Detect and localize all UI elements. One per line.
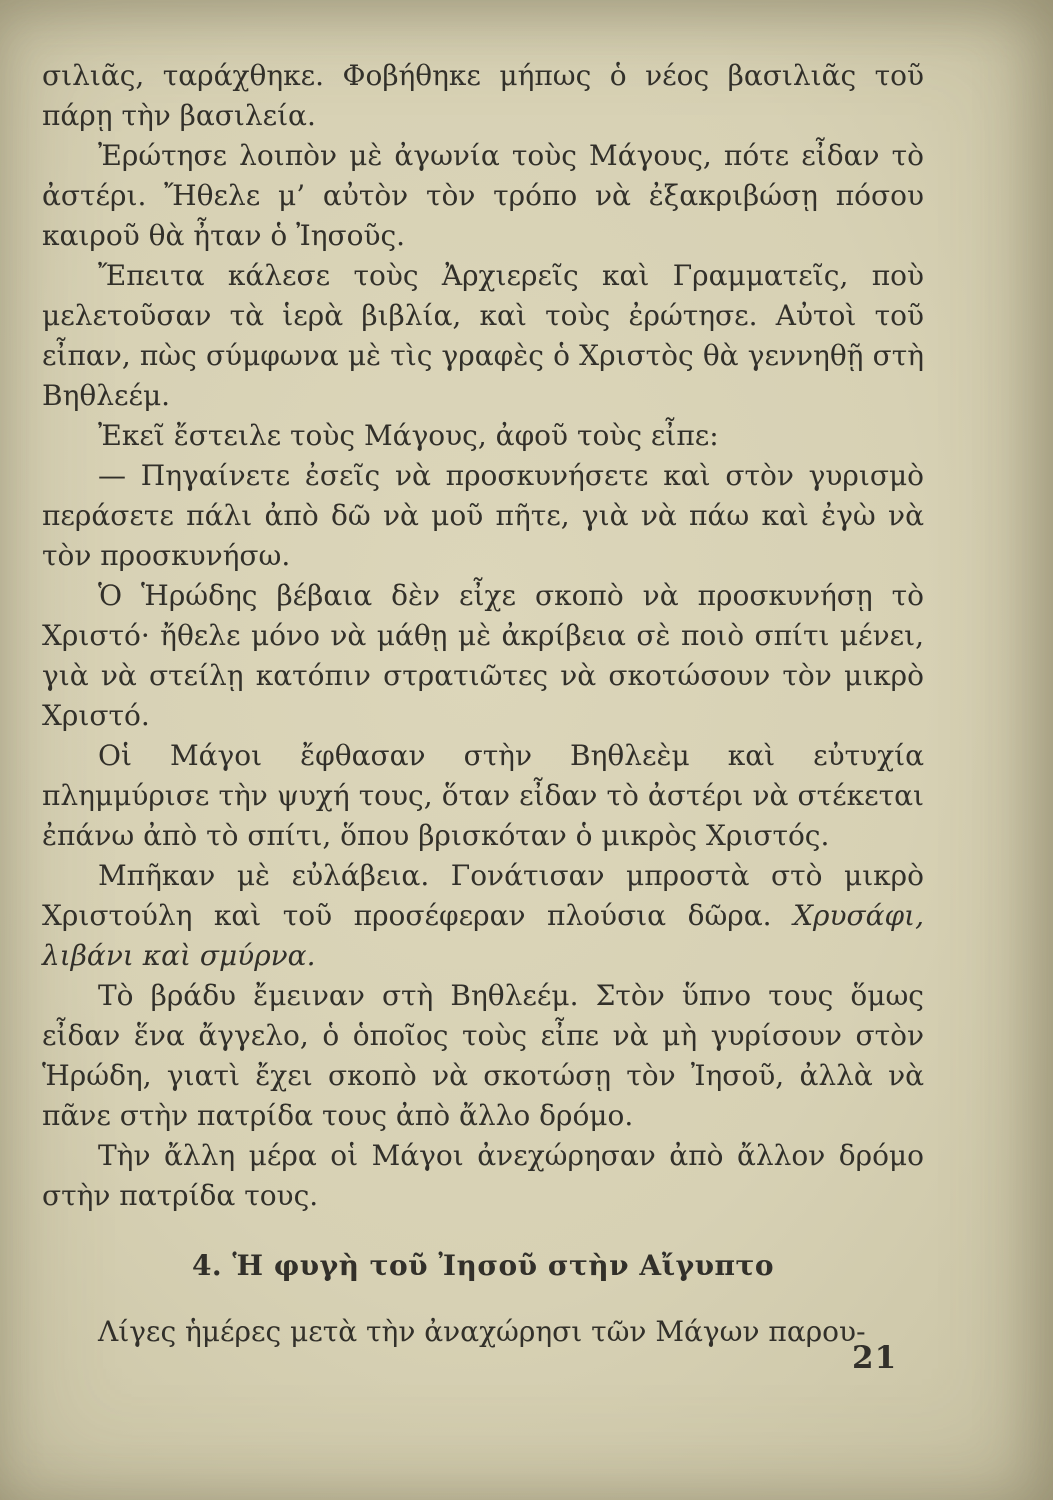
body-paragraph xyxy=(42,456,924,576)
text-segment: Ἔπειτα κάλεσε τοὺς Ἀρχιερεῖς καὶ Γραμματεῖς, ποὺ μελετοῦσαν τὰ ἱερὰ βιβλία, καὶ τοὺς ἐρώτησε. Αὐτοὶ τοῦ εἶπαν, πὼς σύμφωνα μὲ τὶς γραφὲς ὁ Χριστὸς θὰ γεννηθῇ στὴ Βηθλεέμ. xyxy=(42,259,924,412)
body-paragraph xyxy=(42,136,924,256)
body-paragraph xyxy=(42,256,924,416)
text-segment: — Πηγαίνετε ἐσεῖς νὰ προσκυνήσετε καὶ στὸν γυρισμὸ περάσετε πάλι ἀπὸ δῶ νὰ μοῦ πῆτε, γιὰ νὰ πάω καὶ ἐγὼ νὰ τὸν προσκυνήσω. xyxy=(42,459,924,572)
body-paragraph-after-heading: Λίγες ἡμέρες μετὰ τὴν ἀναχώρησι τῶν Μάγων παρου- xyxy=(98,1315,866,1348)
body-paragraph xyxy=(42,1136,924,1216)
body-paragraph xyxy=(42,416,924,456)
text-segment: Ἐρώτησε λοιπὸν μὲ ἀγωνία τοὺς Μάγους, πότε εἶδαν τὸ ἀστέρι. Ἤθελε μ’ αὐτὸν τὸν τρόπο νὰ ἐξακριβώσῃ πόσου καιροῦ θὰ ἦταν ὁ Ἰησοῦς. xyxy=(42,139,924,252)
text-segment: Τὸ βράδυ ἔμειναν στὴ Βηθλεέμ. Στὸν ὕπνο τους ὅμως εἶδαν ἕνα ἄγγελο, ὁ ὁποῖος τοὺς εἶπε νὰ μὴ γυρίσουν στὸν Ἡρώδη, γιατὶ ἔχει σκοπὸ νὰ σκοτώσῃ τὸν Ἰησοῦ, ἀλλὰ νὰ πᾶνε στὴν πατρίδα τους ἀπὸ ἄλλο δρόμο. xyxy=(42,979,924,1132)
body-paragraphs xyxy=(42,56,924,1216)
text-segment: Τὴν ἄλλη μέρα οἱ Μάγοι ἀνεχώρησαν ἀπὸ ἄλλον δρόμο στὴν πατρίδα τους. xyxy=(42,1139,924,1212)
italic-text-segment: Χρυσάφι, λιβάνι καὶ σμύρνα. xyxy=(42,899,924,972)
body-paragraph xyxy=(42,976,924,1136)
text-segment: Ἐκεῖ ἔστειλε τοὺς Μάγους, ἀφοῦ τοὺς εἶπε: xyxy=(98,419,719,452)
body-paragraph xyxy=(42,736,924,856)
section-heading: 4. Ἡ φυγὴ τοῦ Ἰησοῦ στὴν Αἴγυπτο xyxy=(191,1249,775,1282)
body-paragraph xyxy=(42,856,924,976)
body-paragraph xyxy=(42,576,924,736)
text-segment: Ὁ Ἡρώδης βέβαια δὲν εἶχε σκοπὸ νὰ προσκυνήσῃ τὸ Χριστό· ἤθελε μόνο νὰ μάθῃ μὲ ἀκρίβεια σὲ ποιὸ σπίτι μένει, γιὰ νὰ στείλῃ κατόπιν στρατιῶτες νὰ σκοτώσουν τὸν μικρὸ Χριστό. xyxy=(42,579,924,732)
page-number: 21 xyxy=(852,1340,898,1376)
text-block xyxy=(42,56,924,1352)
text-segment: Μπῆκαν μὲ εὐλάβεια. Γονάτισαν μπροστὰ στὸ μικρὸ Χριστούλη καὶ τοῦ προσέφεραν πλούσια δῶρα. xyxy=(42,859,924,932)
text-segment: Οἱ Μάγοι ἔφθασαν στὴν Βηθλεὲμ καὶ εὐτυχία πλημμύρισε τὴν ψυχή τους, ὅταν εἶδαν τὸ ἀστέρι νὰ στέκεται ἐπάνω ἀπὸ τὸ σπίτι, ὅπου βρισκόταν ὁ μικρὸς Χριστός. xyxy=(42,739,924,852)
body-paragraph xyxy=(42,56,924,136)
text-segment: σιλιᾶς, ταράχθηκε. Φοβήθηκε μήπως ὁ νέος βασιλιᾶς τοῦ πάρῃ τὴν βασιλεία. xyxy=(42,59,924,132)
